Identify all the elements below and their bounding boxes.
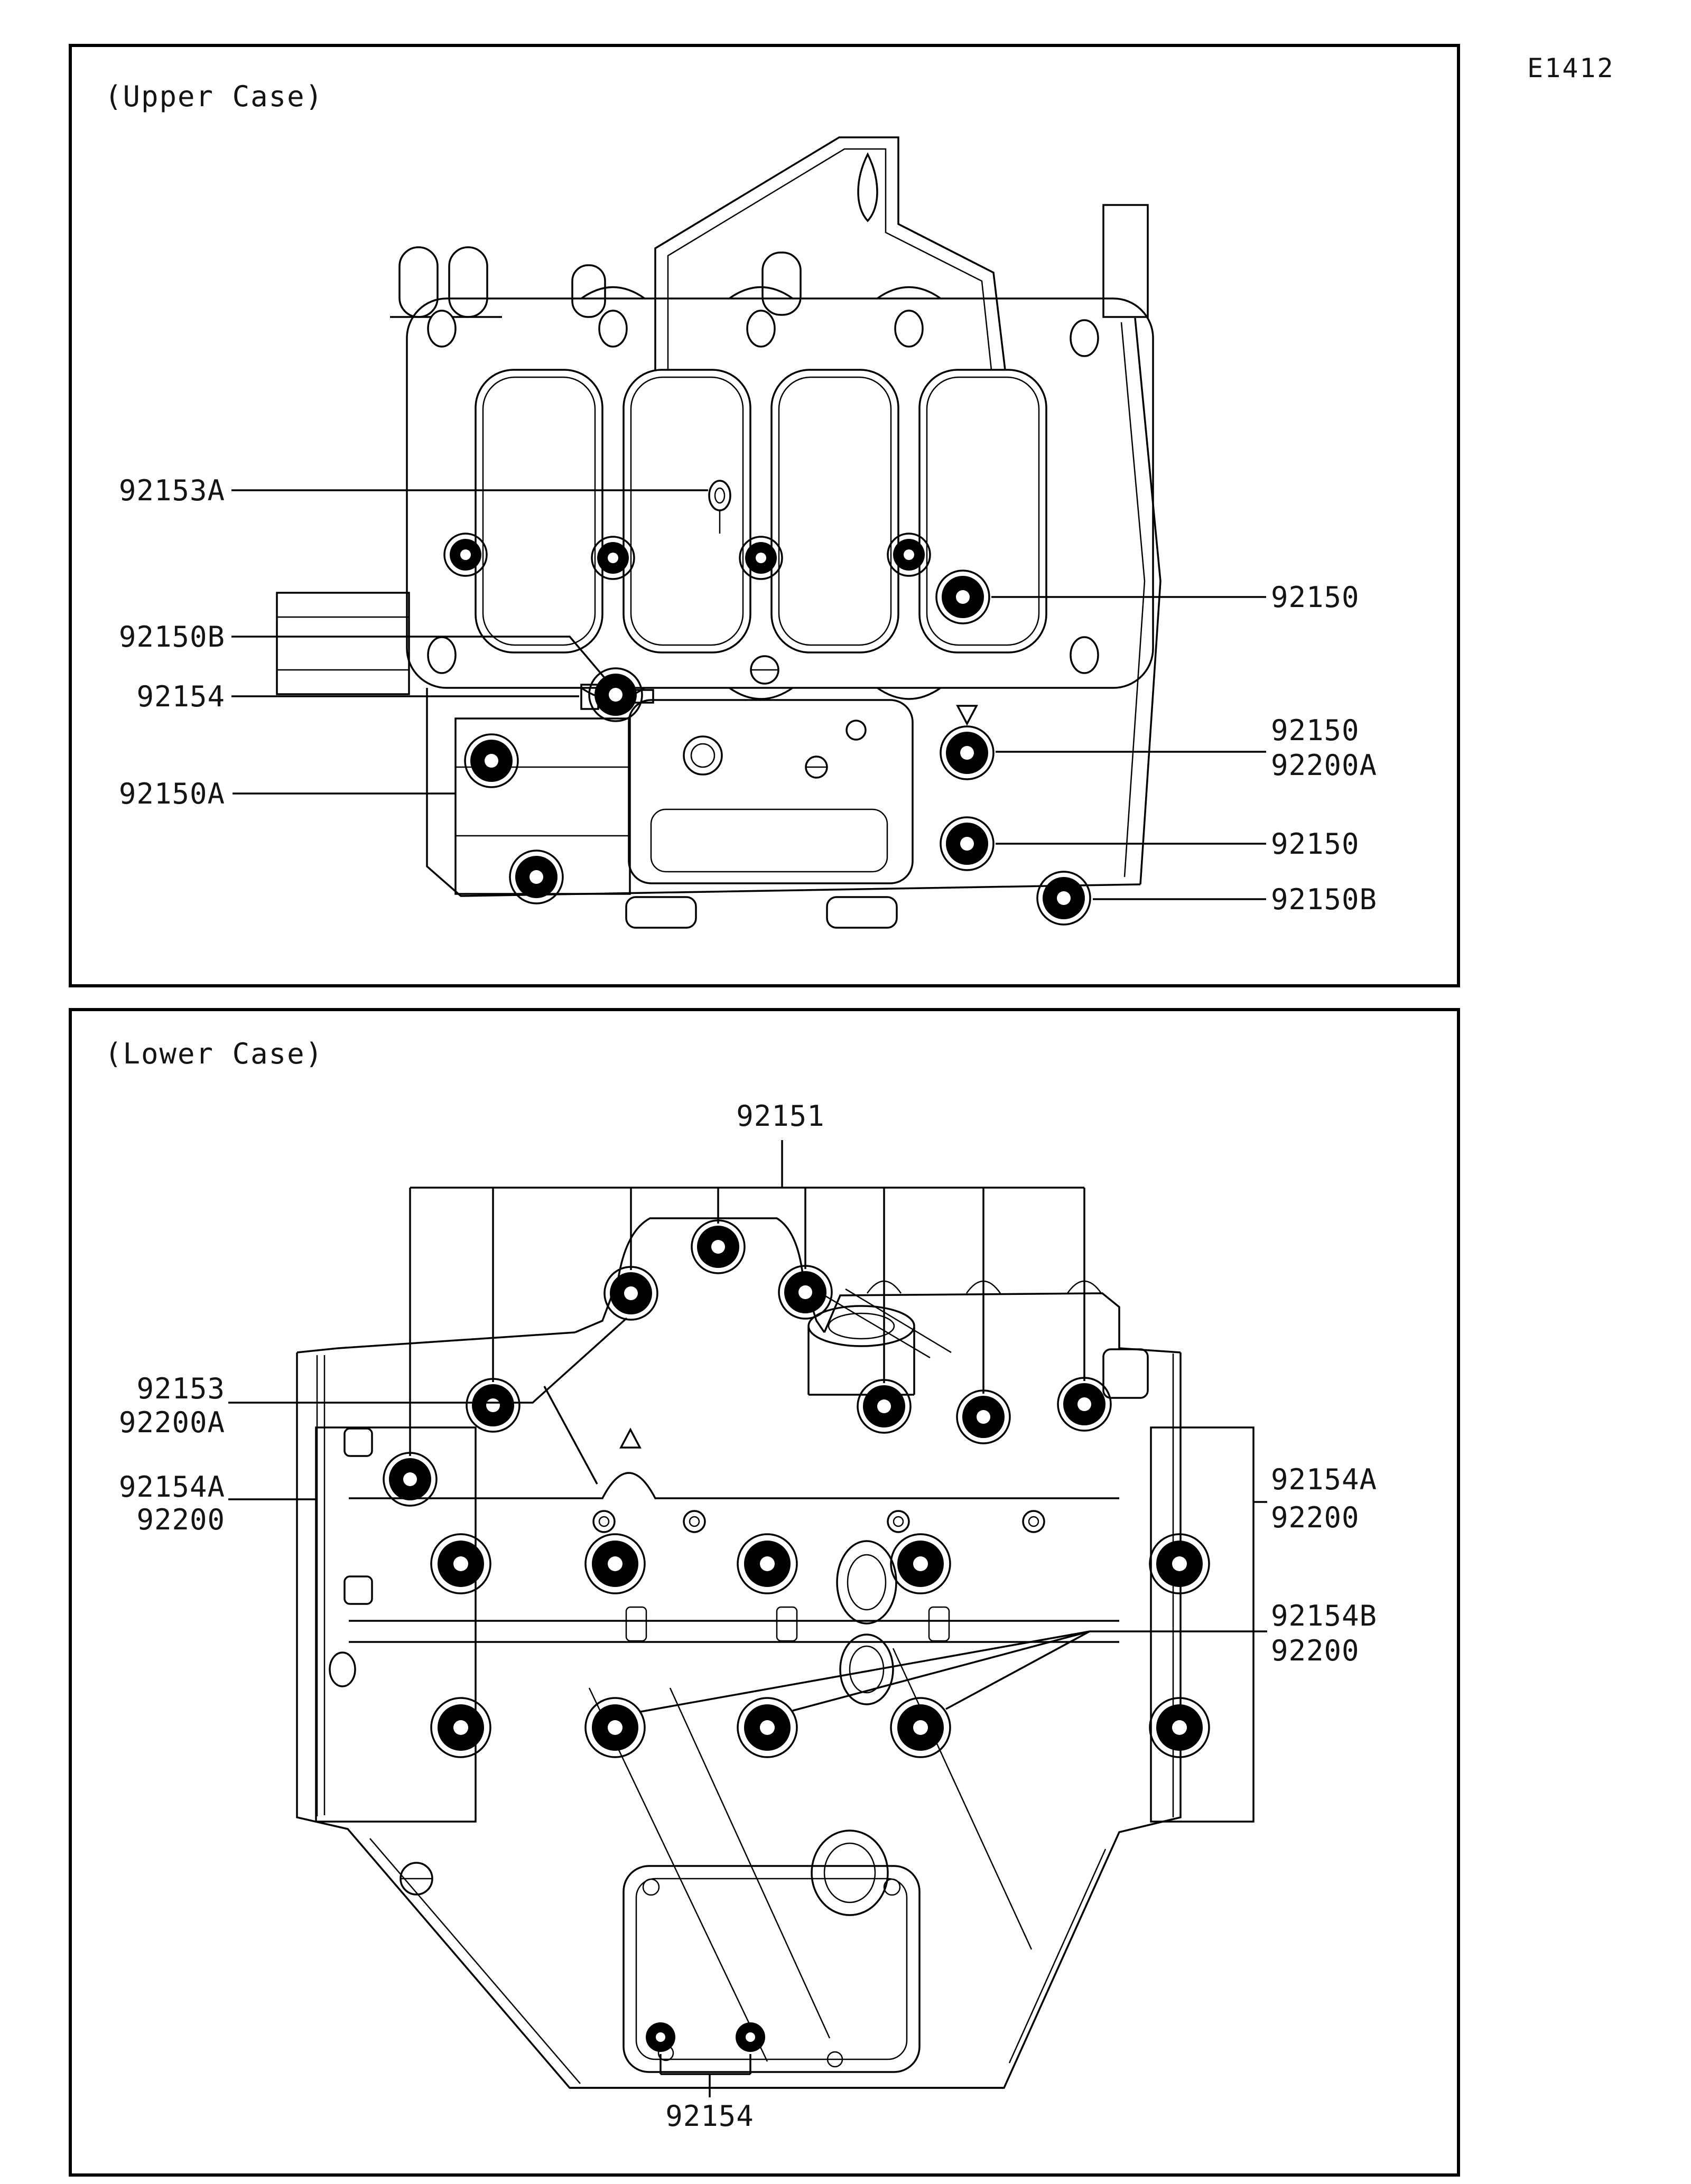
callout-92200a-lower[interactable]: 92200A [118,1406,225,1439]
callout-92154-upper[interactable]: 92154 [136,680,225,713]
callout-92200-right-2[interactable]: 92200 [1271,1634,1360,1667]
callout-92154b[interactable]: 92154B [1271,1599,1378,1632]
callout-92150b-right[interactable]: 92150B [1271,883,1378,916]
callout-92153a[interactable]: 92153A [118,474,225,507]
callout-92153[interactable]: 92153 [136,1372,225,1405]
callout-92154-bottom[interactable]: 92154 [665,2099,754,2133]
callout-92154a-left[interactable]: 92154A [118,1470,225,1504]
lower-case-drawing [297,1218,1253,2088]
callout-92150a[interactable]: 92150A [118,777,225,810]
callout-92150-2[interactable]: 92150 [1271,714,1360,747]
callout-92151[interactable]: 92151 [736,1099,825,1133]
callout-92200-left[interactable]: 92200 [136,1503,225,1536]
callout-92150b-left[interactable]: 92150B [118,620,225,654]
callout-92154a-right[interactable]: 92154A [1271,1463,1378,1496]
callout-92200-right-1[interactable]: 92200 [1271,1501,1360,1534]
callout-92150-1[interactable]: 92150 [1271,581,1360,614]
lower-case-leader-lines [228,1140,1267,2097]
callout-92200a-upper[interactable]: 92200A [1271,749,1378,782]
upper-case-title: (Upper Case) [105,80,324,113]
page-code: E1412 [1527,53,1615,83]
lower-case-title: (Lower Case) [105,1037,324,1070]
callout-92150-3[interactable]: 92150 [1271,827,1360,861]
upper-case-drawing [277,137,1160,928]
